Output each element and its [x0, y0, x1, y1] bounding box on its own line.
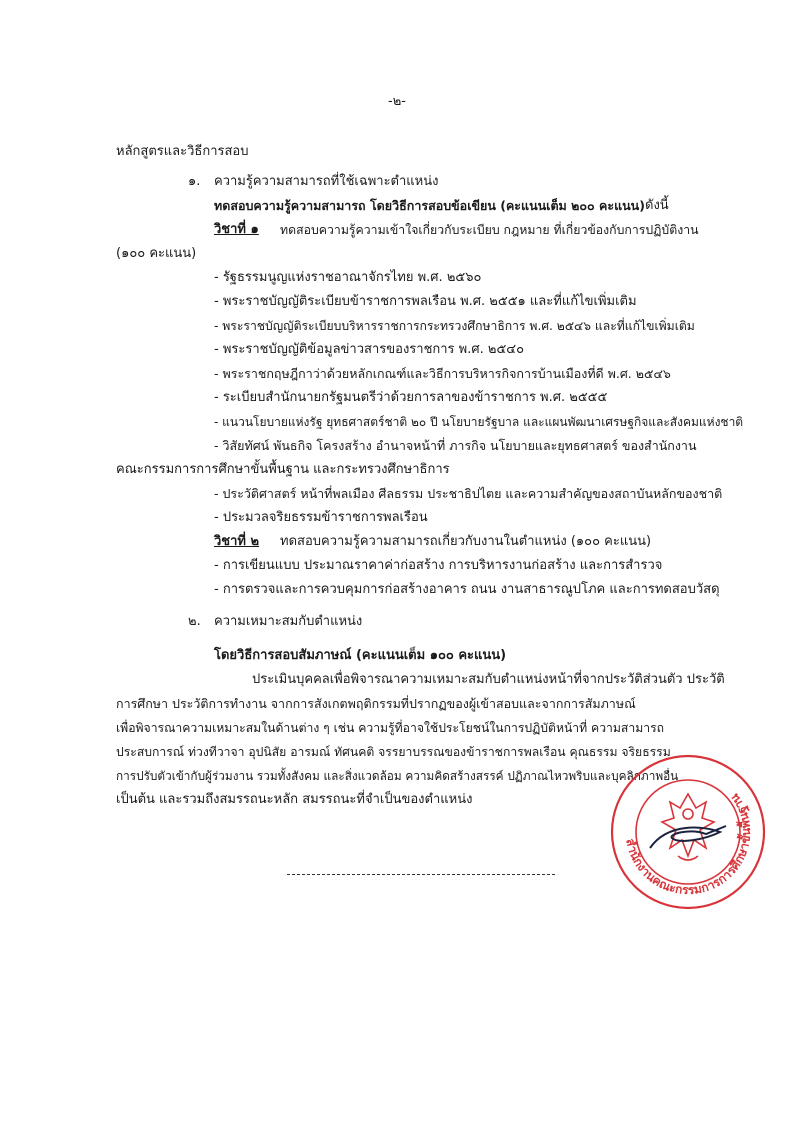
section2-paragraph-line: การศึกษา ประวัติการทำงาน จากการสังเกตพฤติกรรมที่ปรากฏของผู้เข้าสอบและจากการสัมภาษณ์ [116, 696, 636, 711]
section2-paragraph-line: ประสบการณ์ ท่วงทีวาจา อุปนิสัย อารมณ์ ทัศนคติ จรรยาบรรณของข้าราชการพลเรือน คุณธรรม จริยธรรม [116, 745, 671, 759]
subject1-item: - พระราชกฤษฎีกาว่าด้วยหลักเกณฑ์และวิธีการบริหารกิจการบ้านเมืองที่ดี พ.ศ. ๒๕๔๖ [214, 366, 671, 381]
subject1-item: - พระราชบัญญัติระเบียบข้าราชการพลเรือน พ.ศ. ๒๕๕๑ และที่แก้ไขเพิ่มเติม [214, 294, 637, 309]
section1-number: ๑. [188, 174, 201, 189]
subject1-item: - รัฐธรรมนูญแห่งราชอาณาจักรไทย พ.ศ. ๒๕๖๐ [214, 270, 482, 285]
section1-subtitle: ทดสอบความรู้ความสามารถ โดยวิธีการสอบข้อเขียน (คะแนนเต็ม ๒๐๐ คะแนน) [214, 198, 645, 213]
subject1-item: - ประวัติศาสตร์ หน้าที่พลเมือง ศีลธรรม ประชาธิปไตย และความสำคัญของสถาบันหลักของชาติ [214, 486, 723, 501]
footer-separator [287, 874, 555, 875]
page-number: -๒- [388, 94, 406, 109]
section1-title: ความรู้ความสามารถที่ใช้เฉพาะตำแหน่ง [214, 174, 439, 189]
section2-paragraph-line: เป็นต้น และรวมถึงสมรรถนะหลัก สมรรถนะที่จำเป็นของตำแหน่ง [116, 792, 473, 807]
section2-title: ความเหมาะสมกับตำแหน่ง [214, 614, 363, 629]
subject1-text: ทดสอบความรู้ความเข้าใจเกี่ยวกับระเบียบ กฎหมาย ที่เกี่ยวข้องกับการปฏิบัติงาน [280, 223, 699, 237]
subject1-item: - พระราชบัญญัติระเบียบบริหารราชการกระทรวงศึกษาธิการ พ.ศ. ๒๕๔๖ และที่แก้ไขเพิ่มเติม [214, 319, 695, 333]
subject1-label: วิชาที่ ๑ [214, 222, 259, 237]
section2-paragraph-line: ประเมินบุคคลเพื่อพิจารณาความเหมาะสมกับตำแหน่งหน้าที่จากประวัติส่วนตัว ประวัติ [252, 672, 725, 687]
subject1-item: - ประมวลจริยธรรมข้าราชการพลเรือน [214, 510, 428, 525]
svg-text:สำนักงานคณะกรรมการการศึกษาขั้น: สำนักงานคณะกรรมการการศึกษาขั้นพื้นฐาน [623, 791, 754, 898]
subject2-item: - การเขียนแบบ ประมาณราคาค่าก่อสร้าง การบริหารงานก่อสร้าง และการสำรวจ [214, 558, 663, 573]
subject2-item: - การตรวจและการควบคุมการก่อสร้างอาคาร ถนน งานสาธารณูปโภค และการทดสอบวัสดุ [214, 582, 720, 597]
subject2-text: ทดสอบความรู้ความสามารถเกี่ยวกับงานในตำแหน่ง (๑๐๐ คะแนน) [280, 534, 652, 549]
subject2-label: วิชาที่ ๒ [214, 534, 260, 549]
subject1-text-cont: (๑๐๐ คะแนน) [116, 246, 197, 261]
subject1-item: - ระเบียบสำนักนายกรัฐมนตรีว่าด้วยการลาของข้าราชการ พ.ศ. ๒๕๕๕ [214, 390, 608, 405]
official-seal-stamp [608, 752, 768, 912]
section2-number: ๒. [188, 614, 201, 629]
subject1-item: - แนวนโยบายแห่งรัฐ ยุทธศาสตร์ชาติ ๒๐ ปี นโยบายรัฐบาล และแผนพัฒนาเศรษฐกิจและสังคมแห่งชาติ [214, 415, 744, 429]
subject1-item-cont: คณะกรรมการการศึกษาขั้นพื้นฐาน และกระทรวงศึกษาธิการ [116, 462, 450, 477]
section2-paragraph-line: เพื่อพิจารณาความเหมาะสมในด้านต่าง ๆ เช่น ความรู้ที่อาจใช้ประโยชน์ในการปฏิบัติหน้าที่ ความสามารถ [116, 721, 665, 735]
document-heading: หลักสูตรและวิธีการสอบ [116, 144, 249, 159]
section2-subtitle: โดยวิธีการสอบสัมภาษณ์ (คะแนนเต็ม ๑๐๐ คะแนน) [214, 648, 507, 663]
section1-subtitle-suffix: ดังนี้ [645, 198, 669, 213]
section2-paragraph-line: การปรับตัวเข้ากับผู้ร่วมงาน รวมทั้งสังคม และสิ่งแวดล้อม ความคิดสร้างสรรค์ ปฏิภาณไหวพริบและบุคลิกภาพอื่น [116, 769, 679, 783]
subject1-item: - พระราชบัญญัติข้อมูลข่าวสารของราชการ พ.ศ. ๒๕๔๐ [214, 342, 525, 357]
subject1-item: - วิสัยทัศน์ พันธกิจ โครงสร้าง อำนาจหน้าที่ ภารกิจ นโยบายและยุทธศาสตร์ ของสำนักงาน [214, 438, 697, 453]
